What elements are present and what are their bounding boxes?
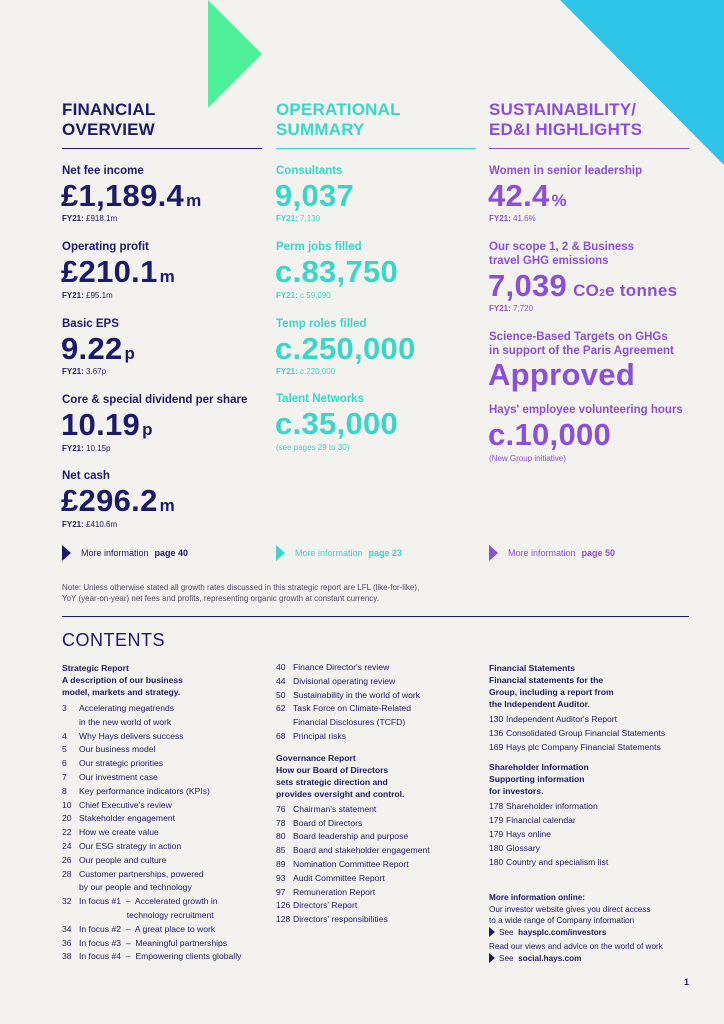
contents-item[interactable]: 68 Principal risks xyxy=(276,730,347,741)
contents-item[interactable]: 89 Nomination Committee Report xyxy=(276,858,409,869)
contents-item[interactable]: 7 Our investment case xyxy=(62,771,158,782)
play-arrow-icon xyxy=(489,545,498,561)
investors-link[interactable]: See haysplc.com/investors xyxy=(489,927,663,939)
operational-more-info-link[interactable]: More information page 23 xyxy=(276,545,402,561)
contents-item[interactable]: 5 Our business model xyxy=(62,744,156,755)
contents-item[interactable]: 179 Hays online xyxy=(489,828,551,839)
contents-item[interactable]: 180 Country and specialism list xyxy=(489,856,609,867)
contents-item[interactable]: 85 Board and stakeholder engagement xyxy=(276,845,430,856)
talent-networks-label: Talent Networks xyxy=(276,393,364,405)
women-leadership-label: Women in senior leadership xyxy=(489,165,643,177)
women-leadership-value: 42.4 % xyxy=(488,178,567,213)
more-info-online: More information online: Our investor website gives you direct access to a wide range of Company information See haysplc.com/investors Read our views and advice on the world of work See social.hays.com xyxy=(489,893,663,963)
financial-divider xyxy=(62,148,262,149)
temp-roles-prior: FY21: c.220,000 xyxy=(276,367,336,376)
operational-divider xyxy=(276,148,476,149)
contents-item[interactable]: 28 Customer partnerships, powered xyxy=(62,868,204,879)
contents-item[interactable]: 32 In focus #1 – Accelerated growth in xyxy=(62,896,218,907)
contents-item[interactable]: 8 Key performance indicators (KPIs) xyxy=(62,785,210,796)
blue-corner-shape xyxy=(560,0,724,165)
contents-item[interactable]: 93 Audit Committee Report xyxy=(276,872,385,883)
contents-item[interactable]: technology recruitment xyxy=(79,909,214,920)
perm-jobs-value: c.83,750 xyxy=(275,254,399,289)
sbt-label: Science-Based Targets on GHGs in support of the Paris Agreement xyxy=(489,331,674,357)
play-arrow-icon xyxy=(276,545,285,561)
sustainability-divider xyxy=(489,148,689,149)
contents-item[interactable]: by our people and technology xyxy=(79,882,192,893)
contents-item[interactable]: 36 In focus #3 – Meaningful partnerships xyxy=(62,937,228,948)
ghg-emissions-prior: FY21: 7,720 xyxy=(489,304,534,313)
middle-contents-section: 40 Finance Director's review 44 Divisional operating review 50 Sustainability in the world of work 62 Task Force on Climate-Related Financial Disclosures (TCFD) 68 Principal risks Governance Report How our Board of Directors sets strategic direction and provides oversight and control. 76 Chairman's statement 78 Board of Directors 80 Board leadership and purpose 85 Board and stakeholder engagement 89 Nomination Committee Report 93 Audit Committee Report 97 Remuneration Report 126 Directors' Report 128 Directors' responsibilities xyxy=(276,661,430,927)
basic-eps-label: Basic EPS xyxy=(62,318,119,330)
net-cash-value: £296.2 m xyxy=(61,483,176,518)
women-leadership-prior: FY21: 41.6% xyxy=(489,214,536,223)
operating-profit-prior: FY21: £95.1m xyxy=(62,291,113,300)
contents-item[interactable]: 26 Our people and culture xyxy=(62,854,167,865)
financial-more-info-link[interactable]: More information page 40 xyxy=(62,545,188,561)
perm-jobs-label: Perm jobs filled xyxy=(276,241,362,253)
contents-item[interactable]: 78 Board of Directors xyxy=(276,817,363,828)
ghg-emissions-value: 7,039 CO2e tonnes xyxy=(488,268,678,303)
operating-profit-label: Operating profit xyxy=(62,241,149,253)
temp-roles-value: c.250,000 xyxy=(275,331,416,366)
governance-report-heading: Governance Report xyxy=(276,752,356,763)
contents-item[interactable]: in the new world of work xyxy=(79,716,172,727)
contents-item[interactable]: 44 Divisional operating review xyxy=(276,675,396,686)
dividend-label: Core & special dividend per share xyxy=(62,394,248,406)
play-arrow-icon xyxy=(489,953,495,963)
sbt-value: Approved xyxy=(488,357,636,392)
operational-summary-title: OPERATIONAL SUMMARY xyxy=(276,100,401,139)
temp-roles-label: Temp roles filled xyxy=(276,318,367,330)
net-cash-prior: FY21: £410.6m xyxy=(62,520,118,529)
contents-title: CONTENTS xyxy=(62,630,165,650)
contents-item[interactable]: 22 How we create value xyxy=(62,827,159,838)
perm-jobs-prior: FY21: c.59,090 xyxy=(276,291,331,300)
social-link[interactable]: See social.hays.com xyxy=(489,953,663,965)
basic-eps-value: 9.22 p xyxy=(61,331,136,366)
contents-item[interactable]: Financial Disclosures (TCFD) xyxy=(293,717,406,728)
consultants-value: 9,037 xyxy=(275,178,355,213)
consultants-prior: FY21: 7,130 xyxy=(276,214,321,223)
contents-item[interactable]: 97 Remuneration Report xyxy=(276,886,376,897)
ghg-emissions-label: Our scope 1, 2 & Business travel GHG emissions xyxy=(489,241,635,267)
play-arrow-icon xyxy=(489,927,495,937)
contents-item[interactable]: 50 Sustainability in the world of work xyxy=(276,689,421,700)
volunteering-note: (New Group initiative) xyxy=(489,454,566,463)
consultants-label: Consultants xyxy=(276,165,343,177)
contents-item[interactable]: 4 Why Hays delivers success xyxy=(62,730,184,741)
contents-item[interactable]: 179 Financial calendar xyxy=(489,815,576,826)
shareholder-info-heading: Shareholder Information xyxy=(489,762,589,773)
net-fee-income-prior: FY21: £918.1m xyxy=(62,214,118,223)
contents-item[interactable]: 24 Our ESG strategy in action xyxy=(62,840,182,851)
net-fee-income-label: Net fee income xyxy=(62,165,144,177)
green-triangle-shape xyxy=(208,0,262,108)
net-fee-income-value: £1,189.4 m xyxy=(61,178,202,213)
operating-profit-value: £210.1 m xyxy=(61,254,176,289)
contents-item[interactable]: 10 Chief Executive's review xyxy=(62,799,172,810)
dividend-prior: FY21: 10.15p xyxy=(62,444,111,453)
contents-item[interactable]: 136 Consolidated Group Financial Statements xyxy=(489,727,666,738)
contents-item[interactable]: 126 Directors' Report xyxy=(276,900,358,911)
contents-item[interactable]: 62 Task Force on Climate-Related xyxy=(276,703,411,714)
contents-item[interactable]: 20 Stakeholder engagement xyxy=(62,813,176,824)
sustainability-title: SUSTAINABILITY/ ED&I HIGHLIGHTS xyxy=(489,100,643,139)
contents-divider xyxy=(62,616,689,617)
talent-networks-value: c.35,000 xyxy=(275,406,399,441)
contents-item[interactable]: 169 Hays plc Company Financial Statements xyxy=(489,741,661,752)
volunteering-value: c.10,000 xyxy=(488,417,612,452)
net-cash-label: Net cash xyxy=(62,470,110,482)
financial-statements-section: Financial Statements Financial statements for the Group, including a report from the Independent Auditor. 130 Independent Auditor's Report 136 Consolidated Group Financial Statements 169 Hays plc Company Financial Statements Shareholder Information Supporting information for investors. 178 Shareholder information 179 Financial calendar 179 Hays online 180 Glossary 180 Country and specialism list xyxy=(489,662,665,869)
financial-overview-title: FINANCIAL OVERVIEW xyxy=(62,100,156,139)
strategic-report-heading: Strategic Report xyxy=(62,663,129,673)
talent-networks-note: (see pages 29 to 30) xyxy=(276,443,350,452)
page-number: 1 xyxy=(684,977,690,987)
dividend-value: 10.19 p xyxy=(61,407,153,442)
contents-item[interactable]: 38 In focus #4 – Empowering clients globally xyxy=(62,951,242,962)
growth-rates-note: Note: Unless otherwise stated all growth rates discussed in this strategic report are LFL (like-for-like), YoY (year-on-year) net fees and profits, representing organic growth at constant currency. xyxy=(62,583,420,603)
sustainability-more-info-link[interactable]: More information page 50 xyxy=(489,545,615,561)
strategic-report-section: Strategic Report A description of our business model, markets and strategy. 3 Accelerating megatrends in the new world of work 4 Why Hays delivers success 5 Our business model 6 Our strategic priorities 7 Our investment case 8 Key performance indicators (KPIs) 10 Chief Executive's review 20 Stakeholder engagement 22 How we create value 24 Our ESG strategy in action 26 Our people and culture 28 Customer partnerships, powered by our people and technology 32 In focus #1 – Accelerated growth in technology recruitment 34 In focus #2 – A great place to work 36 In focus #3 – Meaningful partnerships 38 In focus #4 – Empowering clients globally xyxy=(62,662,241,964)
contents-item[interactable]: 3 Accelerating megatrends xyxy=(62,703,175,713)
play-arrow-icon xyxy=(62,545,71,561)
contents-item[interactable]: 76 Chairman's statement xyxy=(276,803,377,814)
volunteering-label: Hays' employee volunteering hours xyxy=(489,404,683,416)
contents-item[interactable]: 6 Our strategic priorities xyxy=(62,758,164,769)
contents-item[interactable]: 80 Board leadership and purpose xyxy=(276,831,409,842)
basic-eps-prior: FY21: 3.67p xyxy=(62,367,107,376)
contents-item[interactable]: 178 Shareholder information xyxy=(489,801,598,812)
contents-item[interactable]: 180 Glossary xyxy=(489,842,540,853)
contents-item[interactable]: 130 Independent Auditor's Report xyxy=(489,714,618,724)
contents-item[interactable]: 128 Directors' responsibilities xyxy=(276,914,388,925)
financial-statements-heading: Financial Statements xyxy=(489,663,575,673)
contents-item[interactable]: 34 In focus #2 – A great place to work xyxy=(62,923,216,934)
contents-item[interactable]: 40 Finance Director's review xyxy=(276,662,390,672)
